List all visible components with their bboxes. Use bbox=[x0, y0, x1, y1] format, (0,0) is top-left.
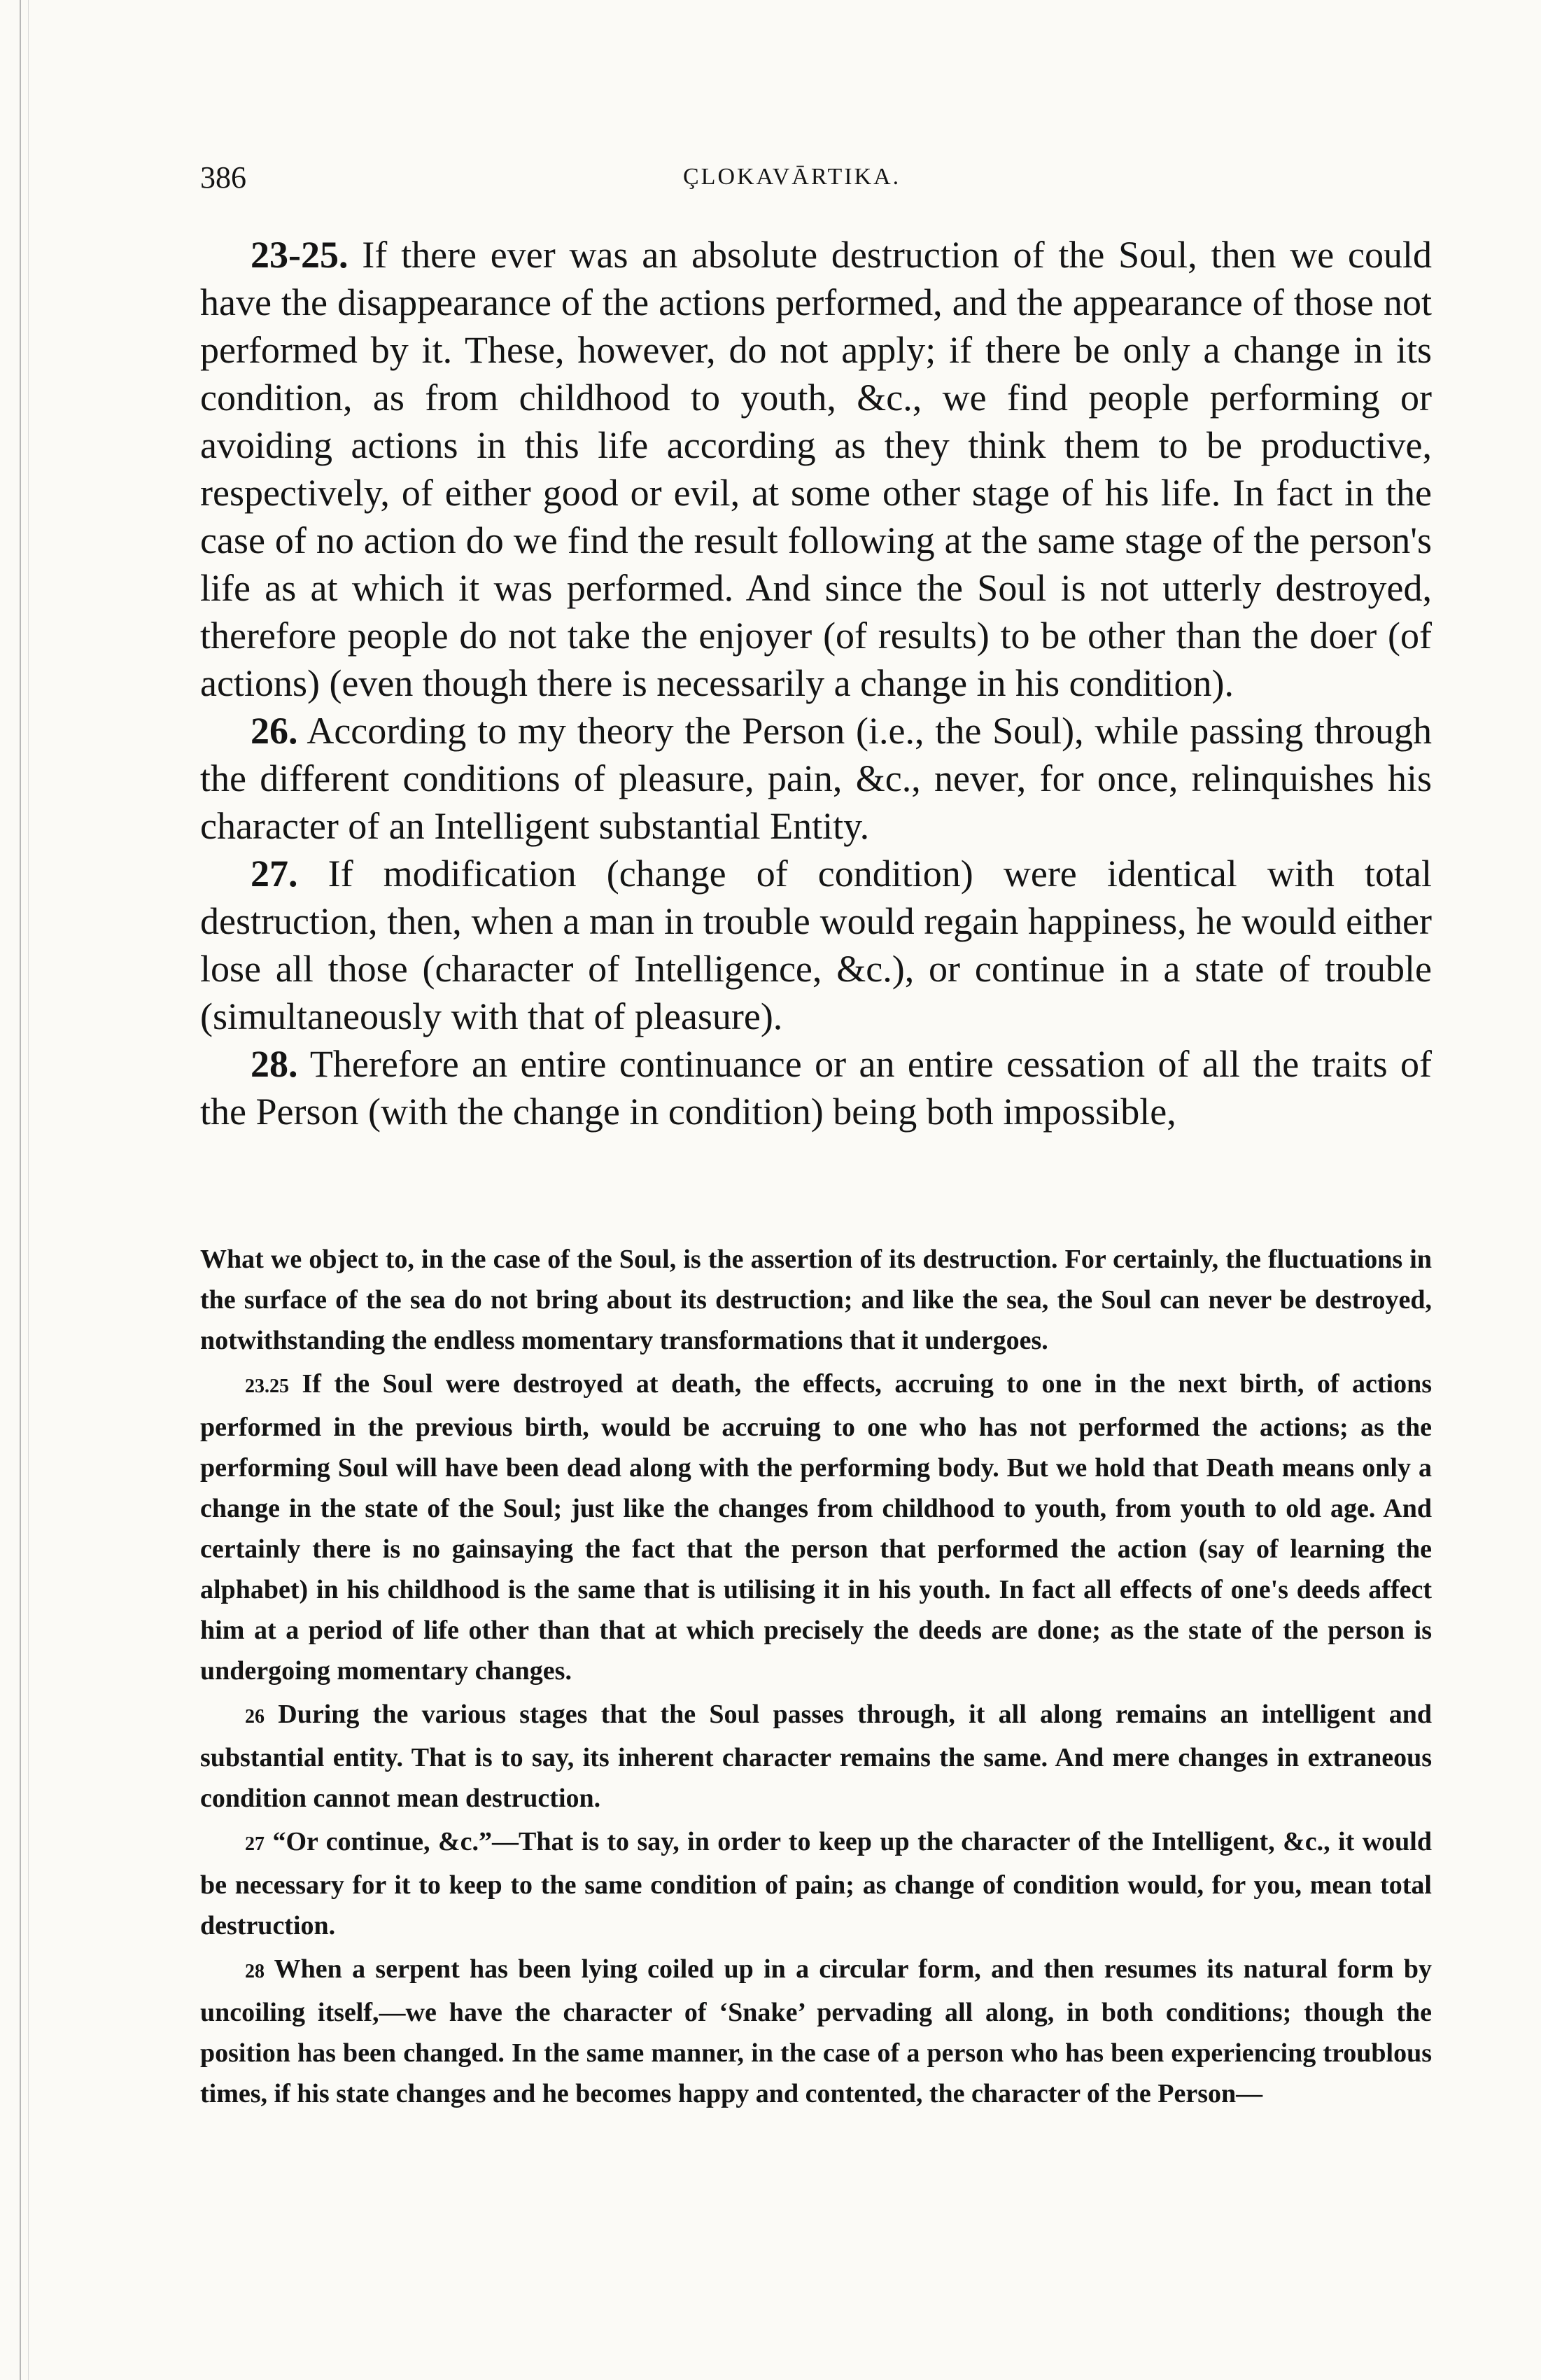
footnote-text: “Or continue, &c.”—That is to say, in order to keep up the character of the Intelligent, &c., it would be necessary for it to keep to the same condition of pain; as change of condition would, for you, mean total destruction. bbox=[200, 1827, 1432, 1940]
footnote-text: If the Soul were destroyed at death, the effects, accruing to one in the next birth, of actions performed in the previous birth, would be accruing to one who has not performed the actions; as the performing Soul will have been dead along with the performing body. But we hold that Death means only a change in the state of the Soul; just like the changes from childhood to youth, from youth to old age. And certainly there is no gainsaying the fact that the person that performed the action (say of learning the alphabet) in his childhood is the same that is utilising it in his youth. In fact all effects of one's deeds affect him at a period of life other than that at which precisely the deeds are done; as the state of the person is undergoing momentary changes. bbox=[200, 1369, 1432, 1686]
footnote-27 bbox=[200, 1821, 1432, 1946]
footnote-text: When a serpent has been lying coiled up in a circular form, and then resumes its natural form by uncoiling itself,—we have the character of ‘Snake’ pervading all along, in both conditions; though the position has been changed. In the same manner, in the case of a person who has been experiencing troublous times, if his state changes and he becomes happy and contented, the character of the Person— bbox=[200, 1954, 1432, 2108]
paragraph-text: If there ever was an absolute destruction of the Soul, then we could have the disappearance of the actions performed, and the appearance of those not performed by it. These, however, do not apply; if there be only a change in its condition, as from childhood to youth, &c., we find people performing or avoiding actions in this life according as they think them to be productive, respectively, of either good or evil, at some other stage of his life. In fact in the case of no action do we find the result following at the same stage of the person's life as at which it was performed. And since the Soul is not utterly destroyed, therefore people do not take the enjoyer (of results) to be other than the doer (of actions) (even though there is necessarily a change in his condition). bbox=[200, 234, 1433, 704]
main-text bbox=[200, 231, 1432, 1135]
paragraph-26 bbox=[200, 707, 1432, 850]
paragraph-number: 26. bbox=[251, 710, 298, 752]
paragraph-number: 28. bbox=[251, 1043, 298, 1085]
paragraph-text: If modification (change of condition) were identical with total destruction, then, when a man in trouble would regain happiness, he would either lose all those (character of Intelligence, &c.), or continue in a state of trouble (simultaneously with that of pleasure). bbox=[200, 853, 1432, 1037]
paragraph-number: 27. bbox=[251, 853, 298, 895]
page-header bbox=[200, 160, 1432, 195]
paragraph-23-25 bbox=[200, 231, 1432, 707]
footnote-number: 26 bbox=[245, 1706, 265, 1728]
running-head: ÇLOKAVĀRTIKA. bbox=[683, 164, 901, 190]
footnote-number: 28 bbox=[245, 1961, 265, 1982]
footnote-23-25 bbox=[200, 1364, 1432, 1691]
footnotes bbox=[200, 1239, 1432, 2117]
footnote-text: During the various stages that the Soul passes through, it all along remains an intelligent and substantial entity. That is to say, its inherent character remains the same. And mere changes in extraneous condition cannot mean destruction. bbox=[200, 1700, 1433, 1813]
paragraph-27 bbox=[200, 850, 1432, 1040]
footnote-26 bbox=[200, 1694, 1432, 1819]
page-binding-edge bbox=[20, 0, 29, 2380]
footnote-number: 27 bbox=[245, 1833, 265, 1855]
footnote-text: What we object to, in the case of the Soul, is the assertion of its destruction. For certainly, the fluctuations in the surface of the sea do not bring about its destruction; and like the sea, the Soul can never be destroyed, notwithstanding the endless momentary transformations that it undergoes. bbox=[200, 1245, 1432, 1355]
footnote-number: 23.25 bbox=[245, 1376, 289, 1397]
footnote-continued bbox=[200, 1239, 1432, 1361]
paragraph-28 bbox=[200, 1040, 1432, 1135]
page-number: 386 bbox=[200, 160, 246, 195]
paragraph-text: According to my theory the Person (i.e., the Soul), while passing through the different conditions of pleasure, pain, &c., never, for once, relinquishes his character of an Intelligent substantial Entity. bbox=[200, 710, 1432, 847]
paragraph-number: 23-25. bbox=[251, 234, 349, 276]
footnote-28 bbox=[200, 1949, 1432, 2114]
paragraph-text: Therefore an entire continuance or an entire cessation of all the traits of the Person (with the change in condition) being both impossible, bbox=[200, 1043, 1432, 1133]
